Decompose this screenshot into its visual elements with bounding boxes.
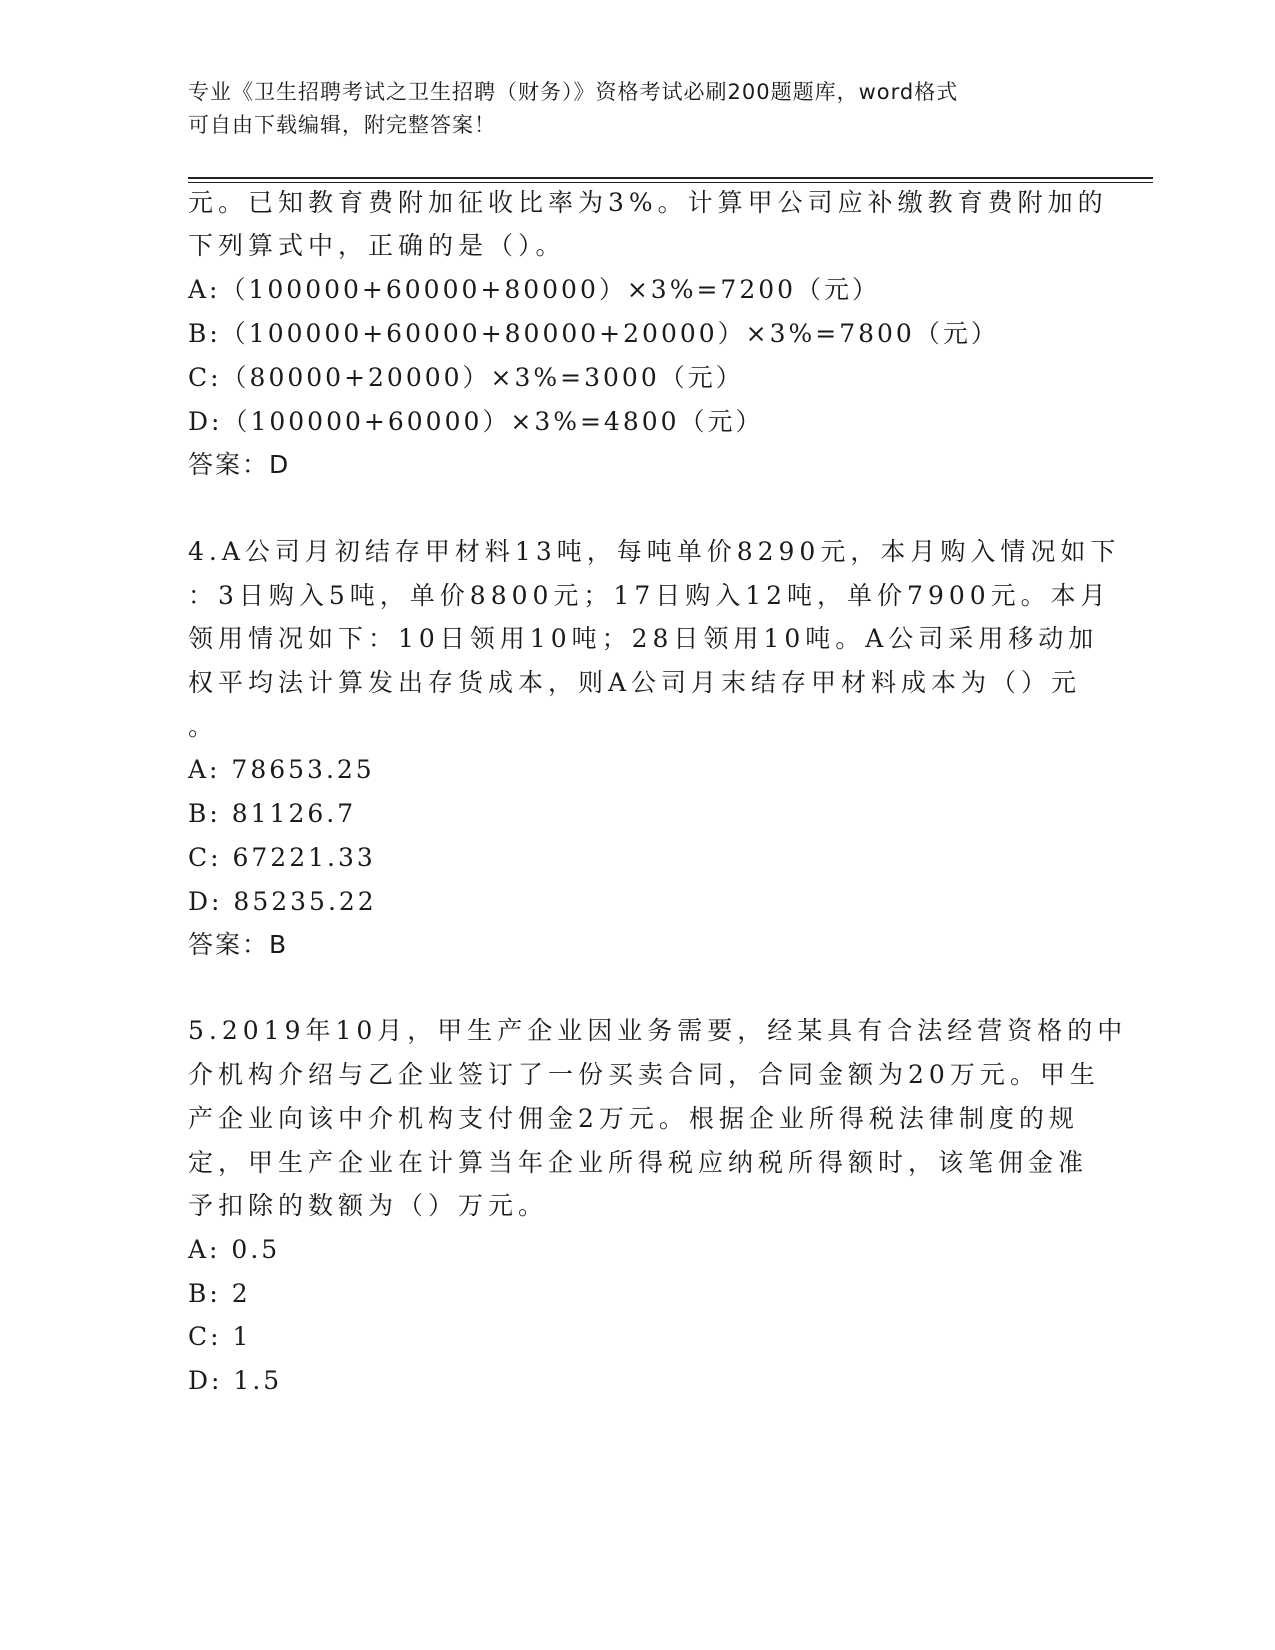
q3-option-c: C:（80000+20000）×3%=3000（元） [188,363,744,392]
q5-option-a: A: 0.5 [188,1235,281,1264]
q5-stem-line-1: 5.2019年10月，甲生产企业因业务需要，经某具有合法经营资格的中 [188,1016,1128,1045]
q3-stem-line-2: 下列算式中，正确的是（）。 [188,231,566,260]
q5-option-b: B: 2 [188,1279,251,1308]
q4-option-b: B: 81126.7 [188,799,357,828]
q3-option-a: A:（100000+60000+80000）×3%=7200（元） [188,275,881,304]
q4-option-c: C: 67221.33 [188,843,376,872]
q5-stem-line-2: 介机构介绍与乙企业签订了一份买卖合同，合同金额为20万元。甲生 [188,1060,1100,1089]
q4-stem-line-1: 4.A公司月初结存甲材料13吨，每吨单价8290元，本月购入情况如下 [188,537,1121,566]
header-divider-thick [188,177,1153,179]
q3-answer: 答案：D [188,450,291,479]
header-line-2: 可自由下载编辑，附完整答案！ [188,113,496,137]
header-divider-thin [188,182,1153,183]
q4-option-a: A: 78653.25 [188,755,375,784]
q4-stem-line-4: 权平均法计算发出存货成本，则A公司月末结存甲材料成本为（）元 [188,668,1082,697]
document-header [188,76,1088,142]
q4-stem-line-3: 领用情况如下：10日领用10吨；28日领用10吨。A公司采用移动加 [188,624,1099,653]
q5-stem-line-4: 定，甲生产企业在计算当年企业所得税应纳税所得额时，该笔佣金准 [188,1148,1089,1177]
q3-option-b: B:（100000+60000+80000+20000）×3%=7800（元） [188,319,999,348]
q4-answer: 答案：B [188,930,289,959]
q5-option-c: C: 1 [188,1322,252,1351]
q4-stem-line-5: 。 [188,712,219,741]
q4-stem-line-2: ：3日购入5吨，单价8800元；17日购入12吨，单价7900元。本月 [188,581,1111,610]
q5-option-d: D: 1.5 [188,1366,283,1395]
q3-option-d: D:（100000+60000）×3%=4800（元） [188,407,764,436]
q4-option-d: D: 85235.22 [188,887,377,916]
q5-stem-line-3: 产企业向该中介机构支付佣金2万元。根据企业所得税法律制度的规 [188,1104,1079,1133]
q5-stem-line-5: 予扣除的数额为（）万元。 [188,1191,549,1220]
header-line-1: 专业《卫生招聘考试之卫生招聘（财务）》资格考试必刷200题题库，word格式 [188,80,959,104]
q3-stem-line-1: 元。已知教育费附加征收比率为3%。计算甲公司应补缴教育费附加的 [188,188,1108,217]
